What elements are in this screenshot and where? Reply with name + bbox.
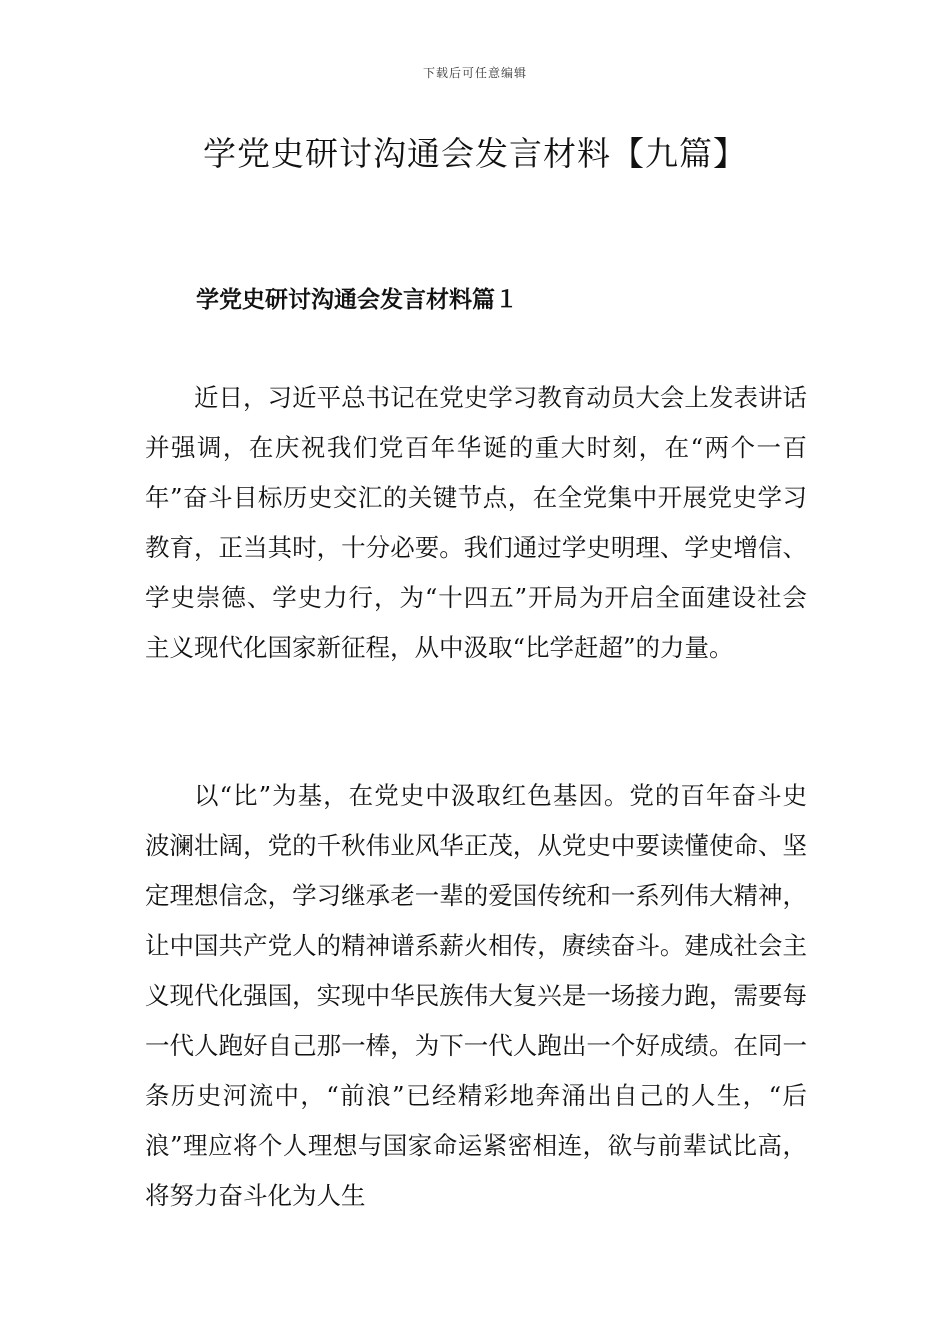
paragraph-1: 近日，习近平总书记在党史学习教育动员大会上发表讲话并强调，在庆祝我们党百年华诞的重大时刻，在“两个一百年”奋斗目标历史交汇的关键节点，在全党集中开展党史学习教育，正当其时，十分必要。我们通过学史明理、学史增信、学史崇德、学史力行，为“十四五”开局为开启全面建设社会主义现代化国家新征程，从中汲取“比学赶超”的力量。 [145, 383, 807, 662]
document-title: 学党史研讨沟通会发言材料【九篇】 [203, 134, 747, 173]
paragraph-2: 以“比”为基，在党史中汲取红色基因。党的百年奋斗史波澜壮阔，党的千秋伟业风华正茂，从党史中要读懂使命、坚定理想信念，学习继承老一辈的爱国传统和一系列伟大精神，让中国共产党人的精神谱系薪火相传，赓续奋斗。建成社会主义现代化强国，实现中华民族伟大复兴是一场接力跑，需要每一代人跑好自己那一棒，为下一代人跑出一个好成绩。在同一条历史河流中，“前浪”已经精彩地奔涌出自己的人生，“后浪”理应将个人理想与国家命运紧密相连，欲与前辈试比高，将努力奋斗化为人生 [145, 781, 807, 1210]
header-note: 下载后可任意编辑 [422, 66, 527, 80]
section-heading: 学党史研讨沟通会发言材料篇１ [196, 286, 518, 313]
